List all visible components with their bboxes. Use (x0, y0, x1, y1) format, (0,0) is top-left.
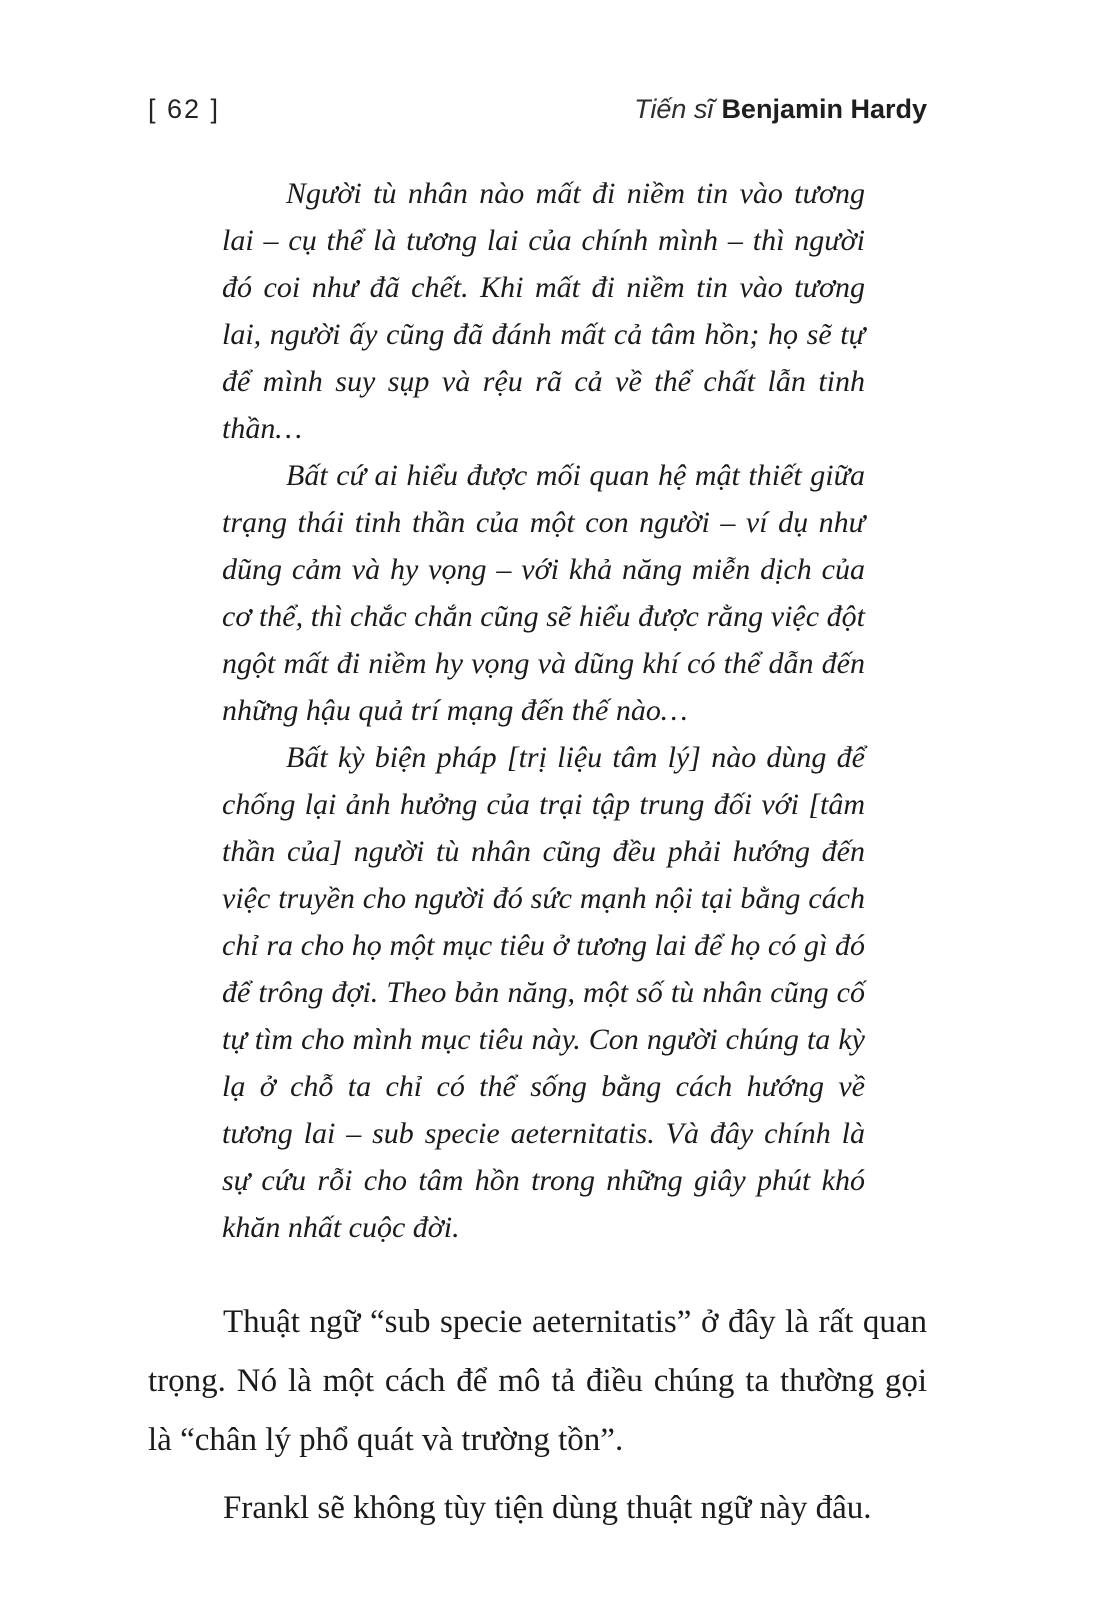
author-name: Benjamin Hardy (721, 94, 927, 124)
body-text (148, 1293, 927, 1538)
block-quote (222, 170, 865, 1251)
body-paragraph-2: Frankl sẽ không tùy tiện dùng thuật ngữ này đâu. (223, 1490, 872, 1526)
author-header (634, 92, 927, 126)
author-title-prefix: Tiến sĩ (634, 94, 714, 124)
quote-paragraph-2: Bất cứ ai hiểu được mối quan hệ mật thiết giữa trạng thái tinh thần của một con người – ví dụ như dũng cảm và hy vọng – với khả năng miễn dịch của cơ thể, thì chắc chắn cũng sẽ hiểu được rằng việc đột ngột mất đi niềm hy vọng và dũng khí có thể dẫn đến những hậu quả trí mạng đến thế nào… (222, 459, 865, 727)
body-paragraph-1: Thuật ngữ “sub specie aeternitatis” ở đây là rất quan trọng. Nó là một cách để mô tả điều chúng ta thường gọi là “chân lý phổ quát và trường tồn”. (148, 1304, 927, 1458)
quote-paragraph-3: Bất kỳ biện pháp [trị liệu tâm lý] nào dùng để chống lại ảnh hưởng của trại tập trung đối với [tâm thần của] người tù nhân cũng đều phải hướng đến việc truyền cho người đó sức mạnh nội tại bằng cách chỉ ra cho họ một mục tiêu ở tương lai để họ có gì đó để trông đợi. Theo bản năng, một số tù nhân cũng cố tự tìm cho mình mục tiêu này. Con người chúng ta kỳ lạ ở chỗ ta chỉ có thể sống bằng cách hướng về tương lai – sub specie aeternitatis. Và đây chính là sự cứu rỗi cho tâm hồn trong những giây phút khó khăn nhất cuộc đời. (222, 741, 865, 1244)
quote-paragraph-1: Người tù nhân nào mất đi niềm tin vào tương lai – cụ thể là tương lai của chính mình – thì người đó coi như đã chết. Khi mất đi niềm tin vào tương lai, người ấy cũng đã đánh mất cả tâm hồn; họ sẽ tự để mình suy sụp và rệu rã cả về thể chất lẫn tinh thần… (222, 177, 865, 445)
running-header (148, 92, 927, 126)
page-number: [ 62 ] (148, 94, 221, 124)
